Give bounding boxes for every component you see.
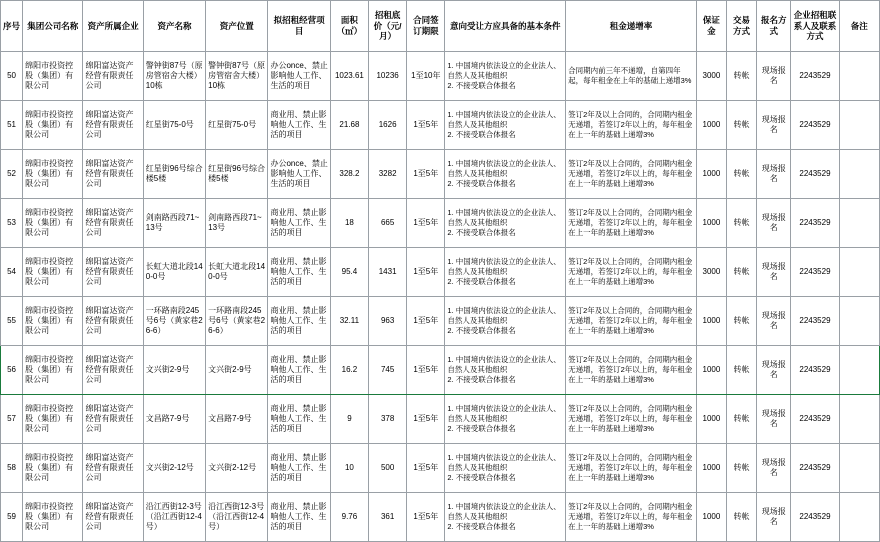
cell-owner: 绵阳富达资产经营有限责任公司: [83, 150, 143, 199]
cell-growth: [566, 52, 697, 101]
cell-price: 361: [369, 493, 407, 542]
cell-asset_name: 一环路南段245号6号（黄家巷26-6）: [143, 297, 205, 346]
cell-deposit: 1000: [696, 395, 726, 444]
condition-item: 2. 不接受联合体报名: [447, 472, 516, 482]
cell-asset_name: 文兴街2-12号: [143, 444, 205, 493]
cell-signup: 现场报名: [757, 199, 791, 248]
table-row[interactable]: [1, 395, 880, 444]
table-row[interactable]: [1, 493, 880, 542]
cell-company: 绵阳市投资控股（集团）有限公司: [23, 346, 83, 395]
cell-term: 1至5年: [407, 150, 445, 199]
cell-price: 378: [369, 395, 407, 444]
growth-text: 签订2年及以上合同的，合同期内租金无递增，若签订2年以上的，每年租金在上一年的基础上递增3%: [568, 502, 693, 531]
cell-owner: 绵阳富达资产经营有限责任公司: [83, 248, 143, 297]
cell-trade: 转帐: [726, 297, 756, 346]
cell-owner: 绵阳富达资产经营有限责任公司: [83, 297, 143, 346]
cell-price: 745: [369, 346, 407, 395]
cell-company: 绵阳市投资控股（集团）有限公司: [23, 297, 83, 346]
condition-item: 1. 中国境内依法设立的企业法人、自然人及其他组织: [447, 306, 561, 326]
table-row[interactable]: [1, 297, 880, 346]
cell-project_text: 办公once、禁止影响他人工作、生活的项目: [268, 52, 330, 101]
cell-asset_name: 警钟街87号（原房管宿舍大楼）10栋: [143, 52, 205, 101]
cell-asset_location: 剑南路西段71~13号: [206, 199, 268, 248]
column-header-remark: 备注: [839, 1, 879, 52]
column-header-contact: 企业招租联系人及联系方式: [791, 1, 839, 52]
cell-term: 1至5年: [407, 493, 445, 542]
table-header: [1, 1, 880, 52]
condition-item: 2. 不接受联合体报名: [447, 325, 516, 335]
cell-project_text: 商业用、禁止影响他人工作、生活的项目: [268, 346, 330, 395]
cell-conditions: [445, 248, 566, 297]
cell-remark: [839, 248, 879, 297]
cell-term: 1至10年: [407, 52, 445, 101]
cell-asset_location: 长虹大道北段140-0号: [206, 248, 268, 297]
cell-area: 9.76: [330, 493, 368, 542]
cell-asset_name: 剑南路西段71~13号: [143, 199, 205, 248]
cell-asset_name: 文兴街2-9号: [143, 346, 205, 395]
cell-signup: 现场报名: [757, 444, 791, 493]
growth-text: 合同期内前三年不递增，自第四年起，每年租金在上年的基础上递增3%: [568, 66, 692, 85]
cell-area: 328.2: [330, 150, 368, 199]
cell-project_text: 商业用、禁止影响他人工作、生活的项目: [268, 395, 330, 444]
cell-deposit: 1000: [696, 150, 726, 199]
cell-contact: 2243529: [791, 150, 839, 199]
column-header-trade: 交易方式: [726, 1, 756, 52]
column-header-growth: 租金递增率: [566, 1, 697, 52]
cell-growth: [566, 346, 697, 395]
cell-contact: 2243529: [791, 52, 839, 101]
cell-trade: 转帐: [726, 199, 756, 248]
cell-deposit: 1000: [696, 297, 726, 346]
cell-area: 95.4: [330, 248, 368, 297]
cell-price: 500: [369, 444, 407, 493]
growth-text: 签订2年及以上合同的，合同期内租金无递增，若签订2年以上的，每年租金在上一年的基础上递增3%: [568, 159, 693, 188]
cell-contact: 2243529: [791, 395, 839, 444]
cell-term: 1至5年: [407, 297, 445, 346]
cell-remark: [839, 199, 879, 248]
cell-term: 1至5年: [407, 444, 445, 493]
cell-seq: 51: [1, 101, 23, 150]
cell-price: 665: [369, 199, 407, 248]
cell-owner: 绵阳富达资产经营有限责任公司: [83, 346, 143, 395]
cell-owner: 绵阳富达资产经营有限责任公司: [83, 199, 143, 248]
growth-text: 签订2年及以上合同的，合同期内租金无递增，若签订2年以上的，每年租金在上一年的基础上递增3%: [568, 208, 693, 237]
cell-remark: [839, 493, 879, 542]
cell-trade: 转帐: [726, 493, 756, 542]
cell-term: 1至5年: [407, 248, 445, 297]
table-row[interactable]: [1, 101, 880, 150]
cell-signup: 现场报名: [757, 101, 791, 150]
column-header-company: 集团公司名称: [23, 1, 83, 52]
cell-contact: 2243529: [791, 493, 839, 542]
condition-item: 1. 中国境内依法设立的企业法人、自然人及其他组织: [447, 404, 561, 424]
cell-asset_name: 红星街75-0号: [143, 101, 205, 150]
table-row[interactable]: [1, 199, 880, 248]
cell-area: 21.68: [330, 101, 368, 150]
cell-company: 绵阳市投资控股（集团）有限公司: [23, 493, 83, 542]
table-body: [1, 52, 880, 542]
column-header-area: 面积（㎡）: [330, 1, 368, 52]
cell-project_text: 商业用、禁止影响他人工作、生活的项目: [268, 101, 330, 150]
condition-item: 1. 中国境内依法设立的企业法人、自然人及其他组织: [447, 61, 561, 81]
cell-term: 1至5年: [407, 199, 445, 248]
cell-trade: 转帐: [726, 395, 756, 444]
cell-area: 18: [330, 199, 368, 248]
condition-item: 2. 不接受联合体报名: [447, 374, 516, 384]
cell-project_text: 商业用、禁止影响他人工作、生活的项目: [268, 199, 330, 248]
cell-asset_location: 文昌路7-9号: [206, 395, 268, 444]
column-header-seq: 序号: [1, 1, 23, 52]
cell-conditions: [445, 395, 566, 444]
cell-growth: [566, 444, 697, 493]
growth-text: 签订2年及以上合同的，合同期内租金无递增，若签订2年以上的，每年租金在上一年的基础上递增3%: [568, 404, 693, 433]
cell-remark: [839, 52, 879, 101]
cell-seq: 55: [1, 297, 23, 346]
cell-company: 绵阳市投资控股（集团）有限公司: [23, 248, 83, 297]
cell-conditions: [445, 199, 566, 248]
condition-item: 2. 不接受联合体报名: [447, 423, 516, 433]
cell-conditions: [445, 297, 566, 346]
cell-remark: [839, 395, 879, 444]
cell-asset_location: 沿江西街12-3号（沿江西街12-4号）: [206, 493, 268, 542]
cell-term: 1至5年: [407, 101, 445, 150]
cell-trade: 转帐: [726, 52, 756, 101]
column-header-project: 拟招租经营项目: [268, 1, 330, 52]
cell-area: 1023.61: [330, 52, 368, 101]
condition-item: 2. 不接受联合体报名: [447, 80, 516, 90]
cell-signup: 现场报名: [757, 52, 791, 101]
cell-seq: 59: [1, 493, 23, 542]
column-header-term: 合同签订期限: [407, 1, 445, 52]
condition-item: 1. 中国境内依法设立的企业法人、自然人及其他组织: [447, 208, 561, 228]
cell-project_text: 商业用、禁止影响他人工作、生活的项目: [268, 493, 330, 542]
cell-contact: 2243529: [791, 297, 839, 346]
cell-trade: 转帐: [726, 346, 756, 395]
cell-company: 绵阳市投资控股（集团）有限公司: [23, 199, 83, 248]
cell-contact: 2243529: [791, 444, 839, 493]
cell-seq: 53: [1, 199, 23, 248]
cell-company: 绵阳市投资控股（集团）有限公司: [23, 101, 83, 150]
table-row[interactable]: [1, 444, 880, 493]
cell-owner: 绵阳富达资产经营有限责任公司: [83, 101, 143, 150]
cell-remark: [839, 346, 879, 395]
cell-conditions: [445, 150, 566, 199]
cell-conditions: [445, 444, 566, 493]
cell-signup: 现场报名: [757, 248, 791, 297]
cell-remark: [839, 150, 879, 199]
cell-seq: 56: [1, 346, 23, 395]
cell-signup: 现场报名: [757, 395, 791, 444]
cell-project_text: 商业用、禁止影响他人工作、生活的项目: [268, 248, 330, 297]
cell-trade: 转帐: [726, 101, 756, 150]
cell-asset_name: 红星街96号综合楼5楼: [143, 150, 205, 199]
cell-owner: 绵阳富达资产经营有限责任公司: [83, 493, 143, 542]
cell-seq: 58: [1, 444, 23, 493]
column-header-deposit: 保证金: [696, 1, 726, 52]
cell-signup: 现场报名: [757, 297, 791, 346]
condition-item: 2. 不接受联合体报名: [447, 129, 516, 139]
growth-text: 签订2年及以上合同的，合同期内租金无递增，若签订2年以上的，每年租金在上一年的基础上递增3%: [568, 257, 693, 286]
cell-contact: 2243529: [791, 199, 839, 248]
condition-item: 1. 中国境内依法设立的企业法人、自然人及其他组织: [447, 355, 561, 375]
cell-area: 32.11: [330, 297, 368, 346]
cell-growth: [566, 101, 697, 150]
cell-deposit: 1000: [696, 101, 726, 150]
cell-owner: 绵阳富达资产经营有限责任公司: [83, 395, 143, 444]
cell-project_text: 商业用、禁止影响他人工作、生活的项目: [268, 297, 330, 346]
cell-asset_location: 红星街75-0号: [206, 101, 268, 150]
cell-asset_location: 红星街96号综合楼5楼: [206, 150, 268, 199]
cell-seq: 52: [1, 150, 23, 199]
table-row[interactable]: [1, 248, 880, 297]
cell-contact: 2243529: [791, 346, 839, 395]
cell-conditions: [445, 52, 566, 101]
condition-item: 2. 不接受联合体报名: [447, 227, 516, 237]
cell-term: 1至5年: [407, 395, 445, 444]
cell-deposit: 3000: [696, 248, 726, 297]
cell-asset_name: 文昌路7-9号: [143, 395, 205, 444]
growth-text: 签订2年及以上合同的，合同期内租金无递增，若签订2年以上的，每年租金在上一年的基础上递增3%: [568, 110, 693, 139]
cell-deposit: 3000: [696, 52, 726, 101]
table-header-row: [1, 1, 880, 52]
cell-price: 1626: [369, 101, 407, 150]
condition-item: 2. 不接受联合体报名: [447, 178, 516, 188]
cell-asset_location: 文兴街2-9号: [206, 346, 268, 395]
column-header-asset-name: 资产名称: [143, 1, 205, 52]
cell-growth: [566, 395, 697, 444]
condition-item: 1. 中国境内依法设立的企业法人、自然人及其他组织: [447, 159, 561, 179]
cell-company: 绵阳市投资控股（集团）有限公司: [23, 444, 83, 493]
condition-item: 2. 不接受联合体报名: [447, 276, 516, 286]
cell-asset_name: 沿江西街12-3号（沿江西街12-4号）: [143, 493, 205, 542]
cell-asset_name: 长虹大道北段140-0号: [143, 248, 205, 297]
column-header-signup: 报名方式: [757, 1, 791, 52]
cell-asset_location: 文兴街2-12号: [206, 444, 268, 493]
cell-trade: 转帐: [726, 248, 756, 297]
growth-text: 签订2年及以上合同的，合同期内租金无递增，若签订2年以上的，每年租金在上一年的基础上递增3%: [568, 355, 693, 384]
condition-item: 2. 不接受联合体报名: [447, 521, 516, 531]
cell-seq: 50: [1, 52, 23, 101]
cell-owner: 绵阳富达资产经营有限责任公司: [83, 444, 143, 493]
condition-item: 1. 中国境内依法设立的企业法人、自然人及其他组织: [447, 257, 561, 277]
table-row[interactable]: [1, 150, 880, 199]
cell-area: 10: [330, 444, 368, 493]
cell-company: 绵阳市投资控股（集团）有限公司: [23, 52, 83, 101]
cell-price: 1431: [369, 248, 407, 297]
cell-conditions: [445, 346, 566, 395]
condition-item: 1. 中国境内依法设立的企业法人、自然人及其他组织: [447, 502, 561, 522]
cell-remark: [839, 101, 879, 150]
table-row[interactable]: [1, 346, 880, 395]
cell-growth: [566, 297, 697, 346]
growth-text: 签订2年及以上合同的，合同期内租金无递增，若签订2年以上的，每年租金在上一年的基础上递增3%: [568, 306, 693, 335]
cell-asset_location: 一环路南段245号6号（黄家巷26-6）: [206, 297, 268, 346]
cell-asset_location: 警钟街87号（原房管宿舍大楼）10栋: [206, 52, 268, 101]
cell-deposit: 1000: [696, 346, 726, 395]
cell-seq: 54: [1, 248, 23, 297]
cell-company: 绵阳市投资控股（集团）有限公司: [23, 395, 83, 444]
cell-company: 绵阳市投资控股（集团）有限公司: [23, 150, 83, 199]
cell-area: 9: [330, 395, 368, 444]
column-header-asset-location: 资产位置: [206, 1, 268, 52]
cell-signup: 现场报名: [757, 150, 791, 199]
cell-seq: 57: [1, 395, 23, 444]
cell-owner: 绵阳富达资产经营有限责任公司: [83, 52, 143, 101]
column-header-price: 招租底价（元/月）: [369, 1, 407, 52]
cell-conditions: [445, 101, 566, 150]
cell-trade: 转帐: [726, 444, 756, 493]
cell-area: 16.2: [330, 346, 368, 395]
cell-term: 1至5年: [407, 346, 445, 395]
cell-conditions: [445, 493, 566, 542]
cell-deposit: 1000: [696, 493, 726, 542]
cell-deposit: 1000: [696, 444, 726, 493]
cell-trade: 转帐: [726, 150, 756, 199]
cell-growth: [566, 150, 697, 199]
column-header-conditions: 意向受让方应具备的基本条件: [445, 1, 566, 52]
column-header-owner: 资产所属企业: [83, 1, 143, 52]
cell-project_text: 办公once、禁止影响他人工作、生活的项目: [268, 150, 330, 199]
cell-contact: 2243529: [791, 248, 839, 297]
cell-contact: 2243529: [791, 101, 839, 150]
table-row[interactable]: [1, 52, 880, 101]
cell-growth: [566, 248, 697, 297]
cell-price: 3282: [369, 150, 407, 199]
growth-text: 签订2年及以上合同的，合同期内租金无递增，若签订2年以上的，每年租金在上一年的基础上递增3%: [568, 453, 693, 482]
cell-growth: [566, 493, 697, 542]
cell-project_text: 商业用、禁止影响他人工作、生活的项目: [268, 444, 330, 493]
cell-growth: [566, 199, 697, 248]
cell-remark: [839, 444, 879, 493]
cell-remark: [839, 297, 879, 346]
cell-price: 963: [369, 297, 407, 346]
cell-price: 10236: [369, 52, 407, 101]
cell-deposit: 1000: [696, 199, 726, 248]
cell-signup: 现场报名: [757, 493, 791, 542]
condition-item: 1. 中国境内依法设立的企业法人、自然人及其他组织: [447, 110, 561, 130]
condition-item: 1. 中国境内依法设立的企业法人、自然人及其他组织: [447, 453, 561, 473]
cell-signup: 现场报名: [757, 346, 791, 395]
